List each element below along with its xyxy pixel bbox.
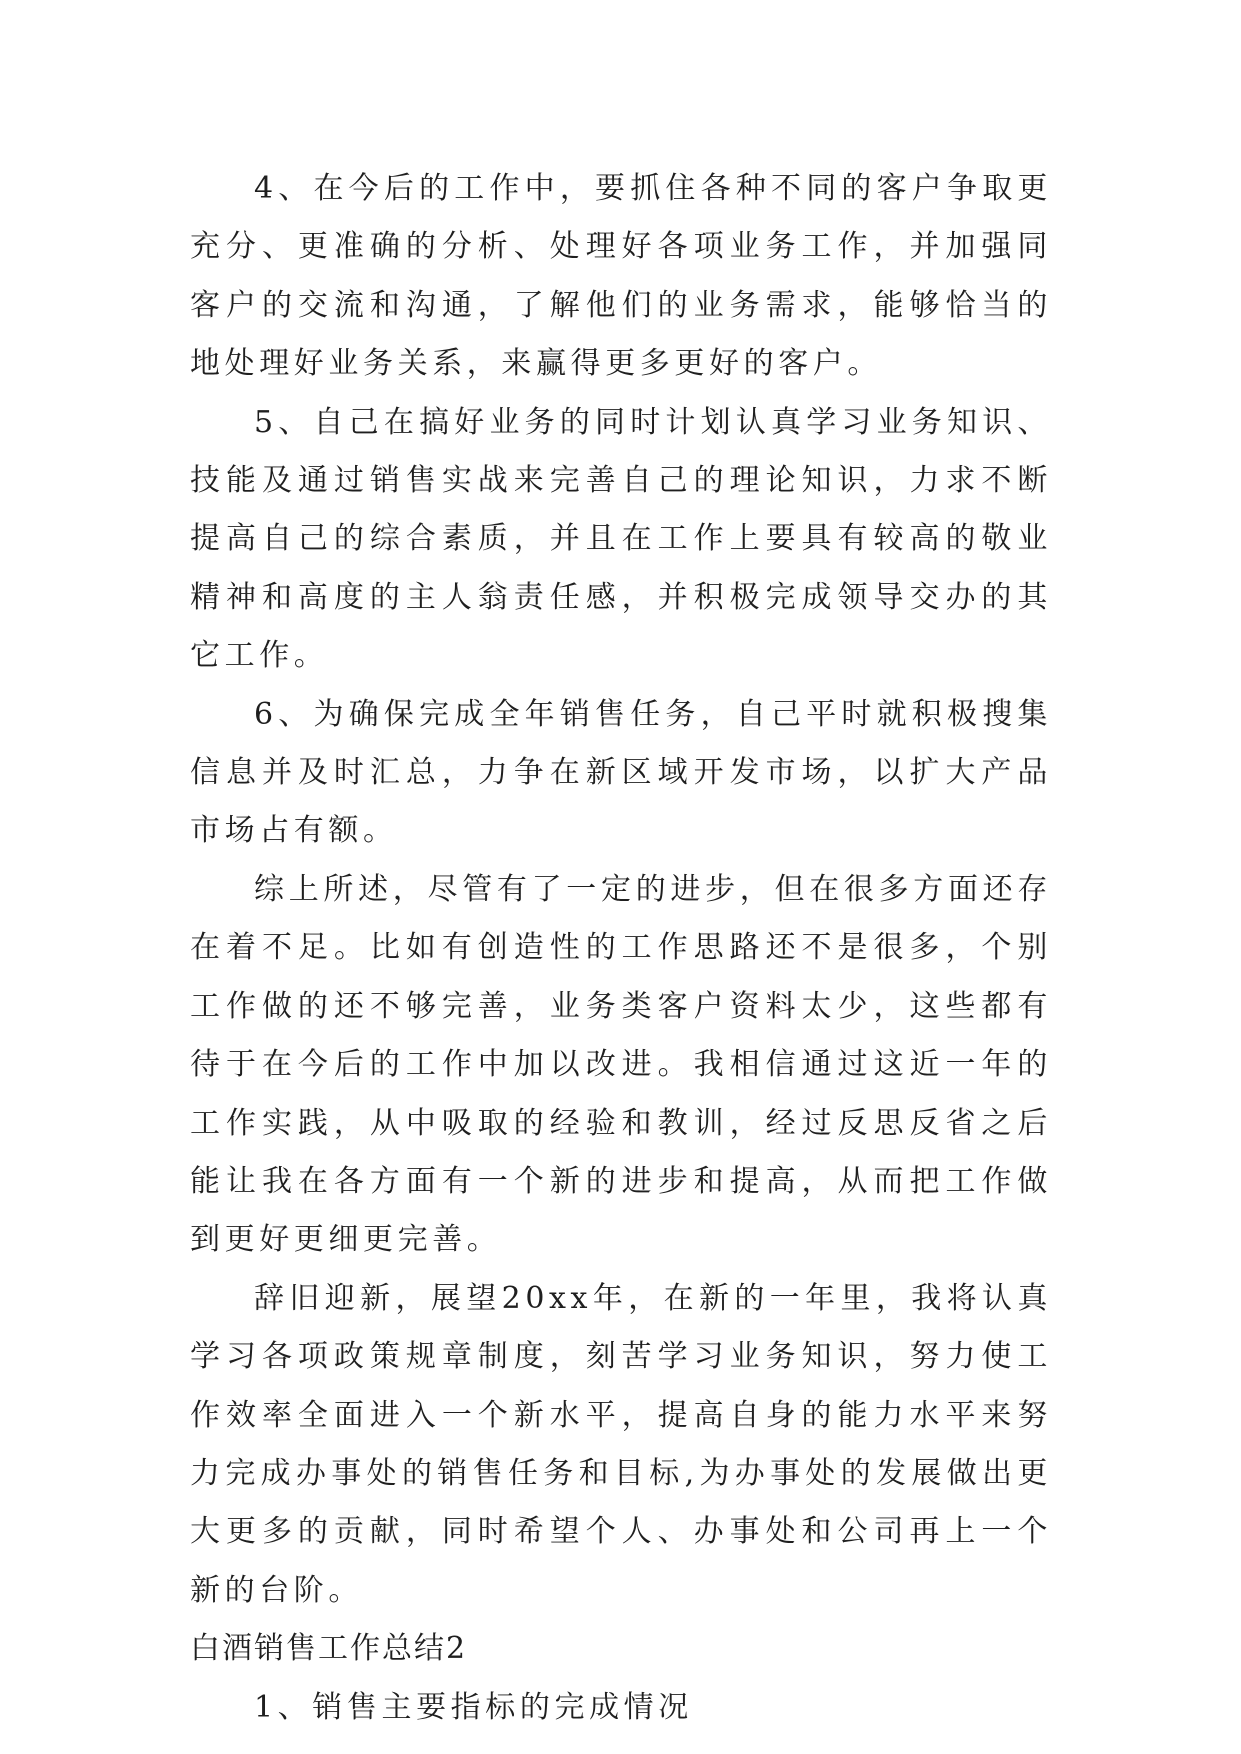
paragraph-item-6: 6、为确保完成全年销售任务，自己平时就积极搜集信息并及时汇总，力争在新区域开发市场，以扩大产品市场占有额。 (190, 696, 1052, 849)
paragraph-item-5: 5、自己在搞好业务的同时计划认真学习业务知识、技能及通过销售实战来完善自己的理论知识，力求不断提高自己的综合素质，并且在工作上要具有较高的敬业精神和高度的主人翁责任感，并积极完成领导交办的其它工作。 (190, 404, 1052, 674)
document-body (190, 160, 1052, 1737)
section-first-item: 1、销售主要指标的完成情况 (254, 1689, 693, 1725)
paragraph-outlook: 辞旧迎新，展望20xx年，在新的一年里，我将认真学习各项政策规章制度，刻苦学习业务知识，努力使工作效率全面进入一个新水平，提高自身的能力水平来努力完成办事处的销售任务和目标,为办事处的发展做出更大更多的贡献，同时希望个人、办事处和公司再上一个新的台阶。 (190, 1280, 1052, 1608)
paragraph-summary: 综上所述，尽管有了一定的进步，但在很多方面还存在着不足。比如有创造性的工作思路还不是很多，个别工作做的还不够完善，业务类客户资料太少，这些都有待于在今后的工作中加以改进。我相信通过这近一年的工作实践，从中吸取的经验和教训，经过反思反省之后能让我在各方面有一个新的进步和提高，从而把工作做到更好更细更完善。 (190, 871, 1052, 1258)
section-title: 白酒销售工作总结2 (190, 1631, 468, 1667)
paragraph-item-4: 4、在今后的工作中，要抓住各种不同的客户争取更充分、更准确的分析、处理好各项业务工作，并加强同客户的交流和沟通，了解他们的业务需求，能够恰当的地处理好业务关系，来赢得更多更好的客户。 (190, 171, 1052, 382)
